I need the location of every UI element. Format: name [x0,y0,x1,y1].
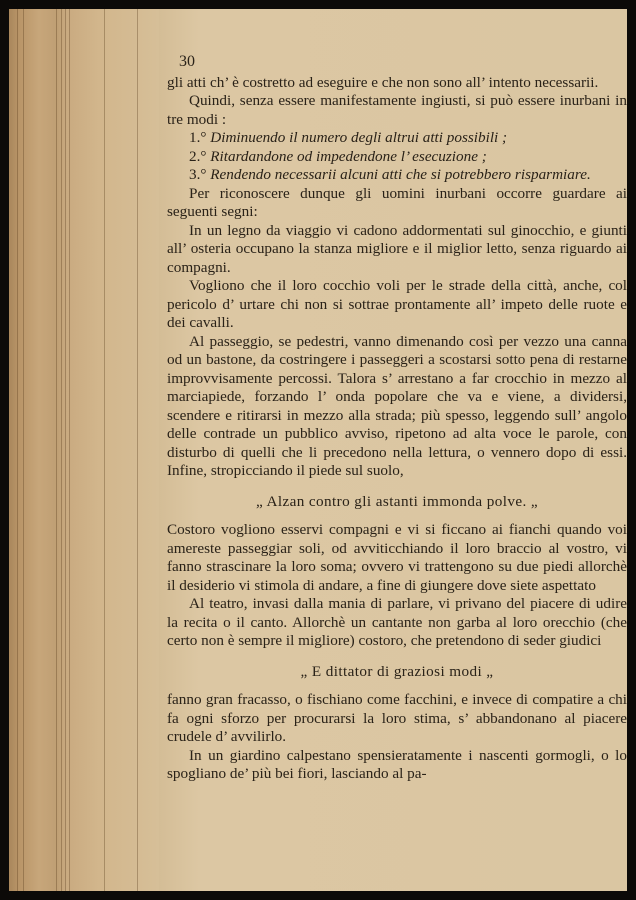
page-text [167,53,627,784]
list-item-text: Rendendo necessarii alcuni atti che si potrebbero risparmiare. [210,166,591,183]
paragraph: Al passeggio, se pedestri, vanno dimenando così per vezzo una canna od un bastone, da costringere i passeggeri a scostarsi sotto pena di restarne improvvisamente percossi. Talora s’ arrestano a far crocchio in mezzo al marciapiede, forzando l’ onda popolare che va e viene, a dividersi, scendere e ritirarsi in mezzo alla strada; più spesso, leggendo sull’ angolo delle contrade un pubblico avviso, ripetono ad alta voce le parole, con disturbo di quelli che li precedono nella lettura, o vennero dopo di essi. Infine, stropicciando il piede sul suolo, [167,332,627,479]
list-item-number: 1.° [189,129,211,146]
paragraph: fanno gran fracasso, o fischiano come facchini, e invece di compatire a chi fa ogni sforzo per procurarsi la loro stima, s’ abbandonano al piacere crudele d’ avvilirlo. [167,691,627,745]
list-item-text: Ritardandone od impedendone l’ esecuzione ; [210,147,487,165]
verse-quote: „ Alzan contro gli astanti immonda polve. „ [255,492,539,510]
paragraph: Quindi, senza essere manifestamente ingiusti, si può essere inurbani in tre modi : [167,92,627,128]
paragraph: gli atti ch’ è costretto ad eseguire e che non sono all’ intento necessarii. [167,73,599,91]
paragraph: In un giardino calpestano spensieratamente i nascenti gormogli, o lo spogliano de’ più bei fiori, lasciando al pa- [167,746,627,782]
list-item-text: Diminuendo il numero degli altrui atti possibili ; [210,129,508,146]
paragraph: In un legno da viaggio vi cadono addormentati sul ginocchio, e giunti all’ osteria occupano la stanza migliore e il miglior letto, senza riguardo ai compagni. [167,221,627,276]
page-number: 30 [179,53,195,70]
list-item-number: 2.° [189,147,211,165]
paragraph: Al teatro, invasi dalla mania di parlare, vi privano del piacere di udire la recita o il canto. Allorchè un cantante non garba al loro orecchio (che certo non è sempre il migliore) costoro, che pretendono di seder giudici [167,595,627,649]
book-gutter [9,9,159,891]
scanned-page [9,9,627,891]
verse-quote: „ E dittator di graziosi modi „ [300,662,494,680]
paragraph: Vogliono che il loro cocchio voli per le strade della città, anche, col pericolo d’ urtare chi non si sottrae prontamente all’ impeto delle ruote e dei cavalli. [167,277,627,331]
paragraph: Costoro vogliono esservi compagni e vi si ficcano ai fianchi quando voi amereste passeggiar soli, od avviticchiando il loro braccio al vostro, vi fanno strascinare la loro soma; ovvero vi trattengono su due piedi allorchè il desiderio vi stimola di andare, a fine di giungere dove siete aspettato [167,521,627,594]
body-text [167,74,627,784]
list-item [167,148,627,167]
list-item [167,129,627,148]
list-item-number: 3.° [189,166,211,183]
list-item [167,166,627,185]
paragraph: Per riconoscere dunque gli uomini inurbani occorre guardare ai seguenti segni: [167,184,627,220]
